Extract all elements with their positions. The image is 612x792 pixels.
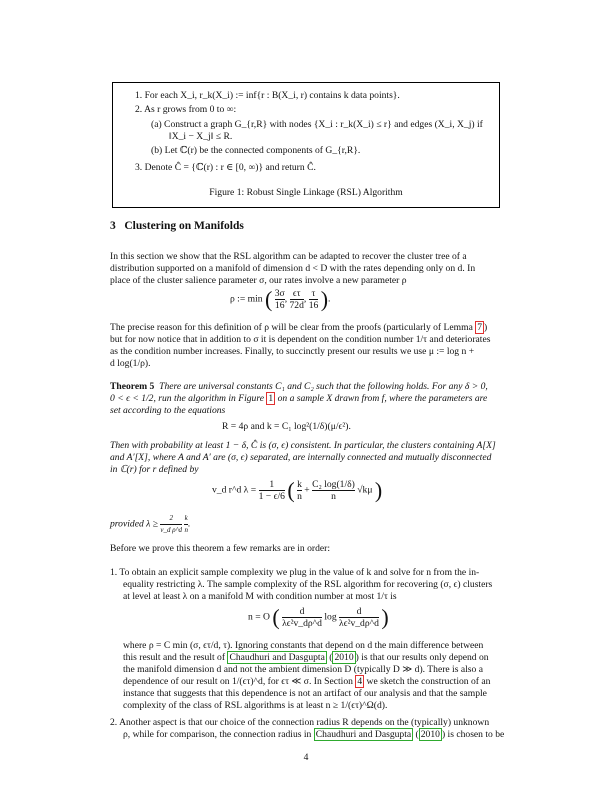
intro-line-3: place of the cluster salience parameter σ, our rates involve a new parameter ρ [110, 275, 407, 286]
section-title: Clustering on Manifolds [124, 220, 244, 232]
theorem-label: Theorem 5 [110, 381, 155, 392]
sample-complexity-equation: n = O ( $\frac{d}{\text{λϵ²v\_dρ\textasciicircum{}d}}$ log $\frac{d}{\text{λϵ²v\_dρ\textasciicircum{}d}}$ ) [248, 604, 389, 630]
theorem-line-6: in ℂ(r) for r defined by [110, 464, 199, 475]
theorem-line-2: 0 < ϵ < 1/2, run the algorithm in Figure 1 on a sample X drawn from f, where the parameters are [110, 393, 488, 404]
remark1-line-7: dependence of our result on 1/(ϵτ)^d, for ϵτ ≪ σ. In Section 4 we sketch the construction of an [123, 676, 491, 687]
algorithm-step-2a-cont: ‖X_i − X_j‖ ≤ R. [169, 131, 233, 142]
citation-link[interactable]: Chaudhuri and Dasgupta [229, 652, 325, 663]
intro-line-2: distribution supported on a manifold of dimension d < D with the rates depending only on d. In [110, 263, 476, 274]
page-number: 4 [303, 752, 309, 763]
algorithm-box [112, 82, 500, 208]
algorithm-step-3: 3. Denote Ĉ = {ℂ(r) : r ∈ [0, ∞)} and return Ĉ. [135, 162, 316, 173]
theorem-line-1: Theorem 5 There are universal constants C₁ and C₂ such that the following holds. For any δ > 0, [110, 381, 488, 392]
citation-year-link-2[interactable]: 2010 [420, 729, 440, 740]
precise-line-4: d log(1/ρ). [110, 358, 151, 369]
algorithm-step-2b: (b) Let ℂ(r) be the connected components of G_{r,R}. [151, 145, 361, 156]
remark2-line-2: ρ, while for comparison, the connection radius in Chaudhuri and Dasgupta ( 2010 ) is chosen to be [123, 729, 505, 740]
section-heading [110, 221, 244, 233]
section-ref-link[interactable]: 4 [357, 676, 363, 687]
remark1-line-6: the manifold dimension d and not the ambient dimension D (typically D ≫ d). There is also a [123, 664, 483, 675]
precise-line-3: as the condition number increases. Finally, to succinctly present our results we use μ := log n + [110, 346, 475, 357]
remark1-line-2: equality restricting λ. The sample complexity of the RSL algorithm for recovering (σ, ϵ) clusters [123, 579, 493, 590]
section-number: 3 [110, 220, 116, 232]
theorem-line-5: and A′[X], where A and A′ are (σ, ϵ) separated, are internally connected and mutually disconnected [110, 452, 492, 463]
intro-line-1: In this section we show that the RSL algorithm can be adapted to recover the cluster tree of a [110, 251, 467, 262]
precise-line-1: The precise reason for this definition of ρ will be clear from the proofs (particularly of Lemma 7 ) [110, 322, 488, 333]
figure-ref-link[interactable]: 1 [268, 393, 274, 404]
theorem-provided: provided λ ≥ $\frac{2}{\text{v\_d ρ\textasciicircum{}d}}$ $\frac{k}{n}$ . [110, 514, 191, 534]
remark1-line-9: complexity of the class of RSL algorithms is at least n ≥ 1/(ϵτ)^Ω(d). [123, 700, 388, 711]
lemma-ref-link[interactable]: 7 [477, 322, 483, 333]
theorem-equation-1: R = 4ρ and k = C₁ log²(1/δ)(μ/ϵ²). [222, 421, 351, 432]
citation-year-link[interactable]: 2010 [334, 652, 354, 663]
rho-equation: ρ := min ( $\frac{3\sigma}{16}$ , $\frac{\epsilon\tau}{72d}$ , $\frac{\tau}{16}$ ). [230, 286, 331, 312]
precise-line-2: but for now notice that in addition to σ it is dependent on the condition number 1/τ and deteriorates [110, 334, 491, 345]
theorem-equation-2: v_d r^d λ = $\frac{1}{1 - \epsilon/6}$ ( $\frac{k}{n}$ + $\frac{\text{C₂ log(1/δ)}}{n}$ √kμ ) [212, 477, 383, 503]
remark1-line-4: where ρ = C min (σ, ϵτ/d, τ). Ignoring constants that depend on d the main difference between [123, 640, 484, 651]
theorem-line-3: set according to the equations [110, 405, 226, 416]
algorithm-step-2a: (a) Construct a graph G_{r,R} with nodes {X_i : r_k(X_i) ≤ r} and edges (X_i, X_j) if [151, 119, 483, 130]
remarks-intro: Before we prove this theorem a few remarks are in order: [110, 543, 331, 554]
remark1-line-3: at level at least λ on a manifold M with condition number at most 1/τ is [123, 591, 397, 602]
algorithm-step-2: 2. As r grows from 0 to ∞: [135, 104, 237, 115]
remark2-line-1: 2. Another aspect is that our choice of the connection radius R depends on the (typically) unknown [110, 717, 490, 728]
figure-caption: Figure 1: Robust Single Linkage (RSL) Algorithm [209, 187, 403, 198]
theorem-line-4: Then with probability at least 1 − δ, Ĉ is (σ, ϵ) consistent. In particular, the clusters containing A[X] [110, 440, 496, 451]
remark1-line-8: instance that suggests that this dependence is not an artifact of our analysis and that the sample [123, 688, 487, 699]
remark1-line-5: this result and the result of Chaudhuri and Dasgupta ( 2010 ) is that our results only depend on [123, 652, 489, 663]
citation-link-2[interactable]: Chaudhuri and Dasgupta [315, 729, 412, 740]
algorithm-step-1: 1. For each X_i, r_k(X_i) := inf{r : B(X_i, r) contains k data points}. [135, 90, 400, 101]
remark1-line-1: 1. To obtain an explicit sample complexity we plug in the value of k and solve for n from the in- [110, 567, 480, 578]
